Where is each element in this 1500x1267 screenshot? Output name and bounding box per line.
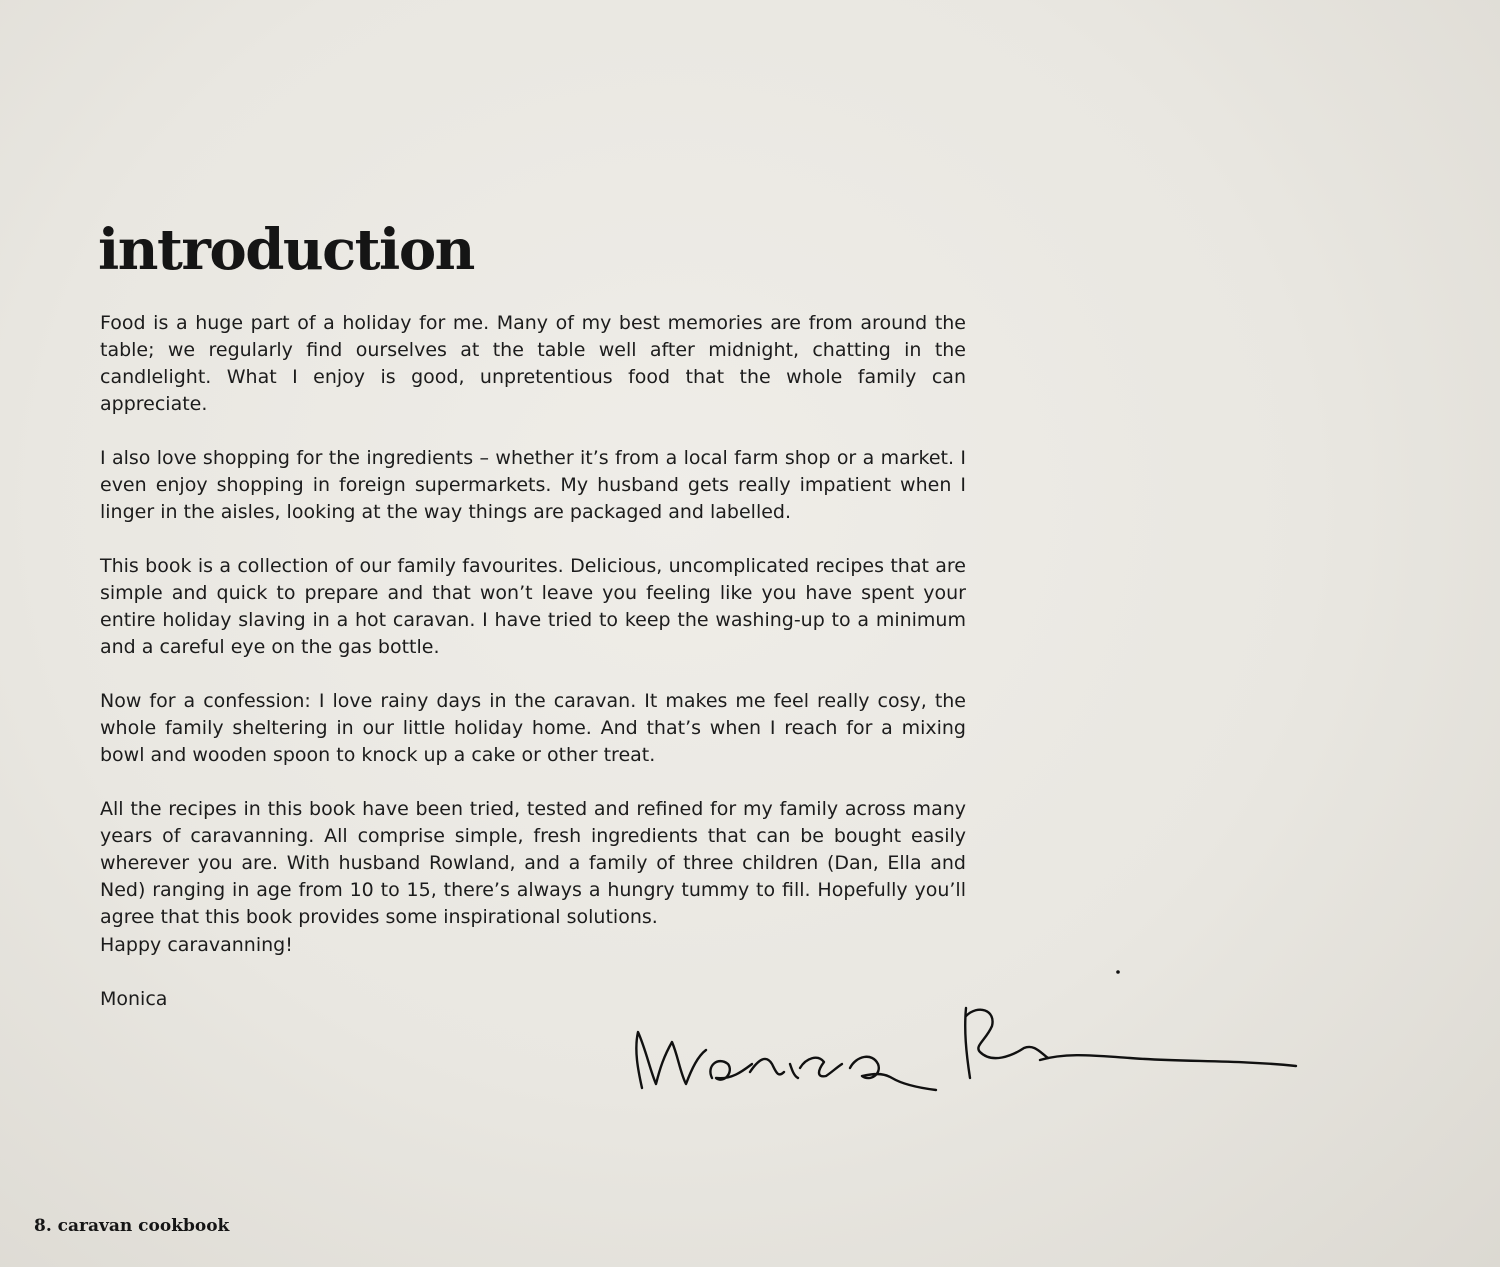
page-footer (34, 1216, 229, 1236)
paragraph: All the recipes in this book have been tried, tested and refined for my family across many years of caravanning. All comprise simple, fresh ingredients that can be bought easily wherever you are. With husband Rowland, and a family of three children (Dan, Ella and Ned) ranging in age from 10 to 15, there’s always a hungry tummy to fill. Hopefully you’ll agree that this book provides some inspirational solutions. (100, 798, 966, 928)
closing-line: Happy caravanning! (100, 934, 293, 956)
paragraph: Food is a huge part of a holiday for me. Many of my best memories are from around the table; we regularly find ourselves at the table well after midnight, chatting in the candlelight. What I enjoy is good, unpretentious food that the whole family can appreciate. (100, 312, 966, 415)
paragraph: Now for a confession: I love rainy days in the caravan. It makes me feel really cosy, the whole family sheltering in our little holiday home. And that’s when I reach for a mixing bowl and wooden spoon to knock up a cake or other treat. (100, 690, 966, 766)
page-title: introduction (98, 217, 474, 283)
author-name: Monica (100, 988, 168, 1010)
book-title: caravan cookbook (57, 1216, 230, 1236)
paragraph: This book is a collection of our family favourites. Delicious, uncomplicated recipes that are simple and quick to prepare and that won’t leave you feeling like you have spent your entire holiday slaving in a hot caravan. I have tried to keep the washing-up to a minimum and a careful eye on the gas bottle. (100, 555, 966, 658)
paragraph: I also love shopping for the ingredients – whether it’s from a local farm shop or a market. I even enjoy shopping in foreign supermarkets. My husband gets really impatient when I linger in the aisles, looking at the way things are packaged and labelled. (100, 447, 966, 523)
introduction-body (100, 310, 966, 958)
handwritten-signature (620, 960, 1320, 1100)
page-number: 8. (34, 1216, 52, 1236)
